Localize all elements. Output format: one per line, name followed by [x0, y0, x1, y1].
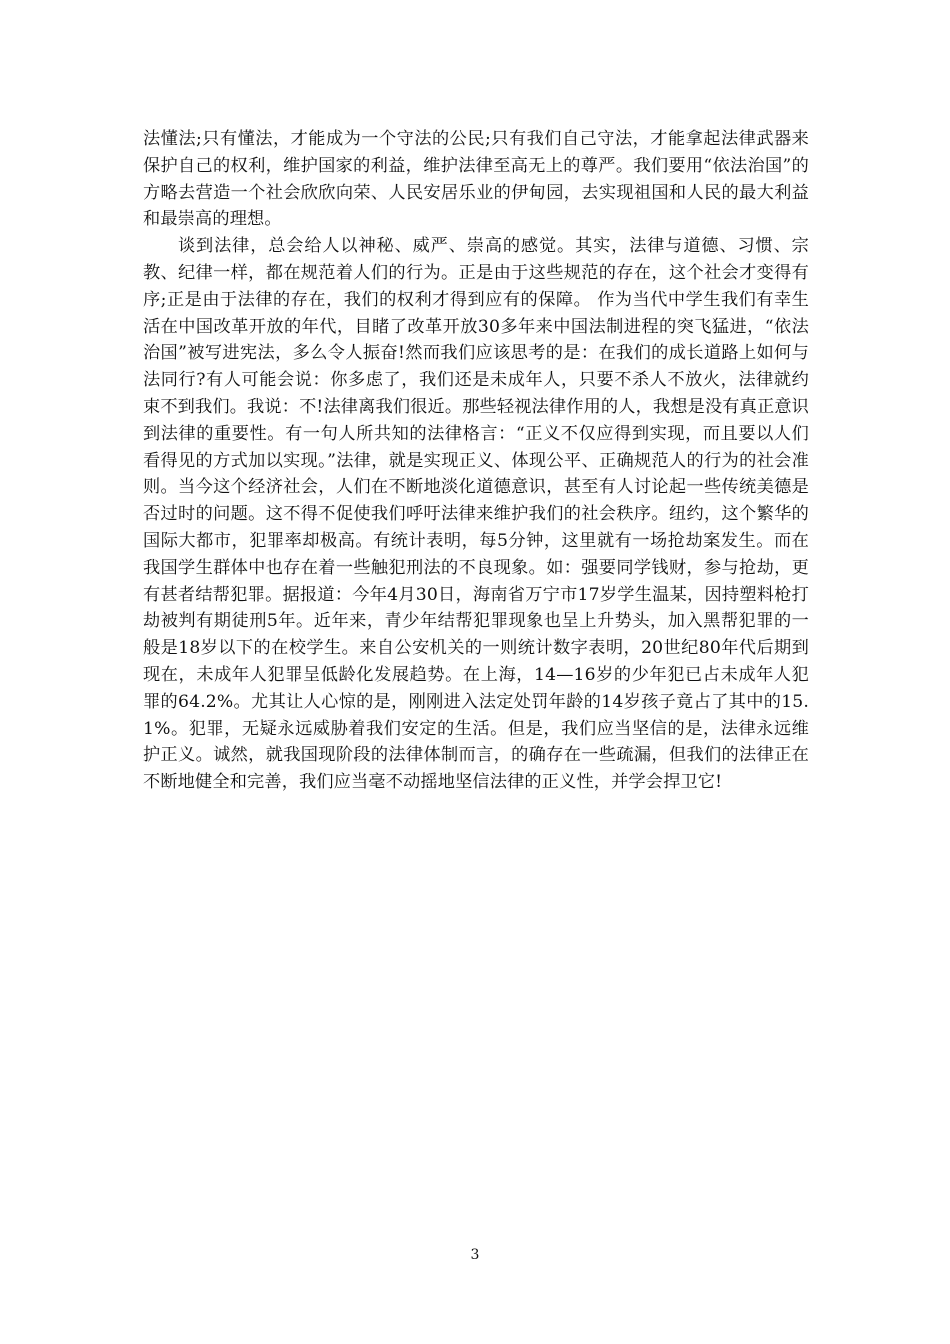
page-number: 3 [470, 1247, 480, 1263]
document-body [143, 126, 809, 796]
paragraph-1: 法懂法;只有懂法，才能成为一个守法的公民;只有我们自己守法，才能拿起法律武器来保护自己的权利，维护国家的利益，维护法律至高无上的尊严。我们要用“依法治国”的方略去营造一个社会欣欣向荣、人民安居乐业的伊甸园，去实现祖国和人民的最大利益和最崇高的理想。 [143, 129, 809, 230]
paragraph-2: 谈到法律，总会给人以神秘、威严、崇高的感觉。其实，法律与道德、习惯、宗教、纪律一样，都在规范着人们的行为。正是由于这些规范的存在，这个社会才变得有序;正是由于法律的存在，我们的权利才得到应有的保障。 作为当代中学生我们有幸生活在中国改革开放的年代，目睹了改革开放30多年来中国法制进程的突飞猛进，“依法治国”被写进宪法，多么令人振奋!然而我们应该思考的是：在我们的成长道路上如何与法同行?有人可能会说：你多虑了，我们还是未成年人，只要不杀人不放火，法律就约束不到我们。我说：不!法律离我们很近。那些轻视法律作用的人，我想是没有真正意识到法律的重要性。有一句人所共知的法律格言：“正义不仅应得到实现，而且要以人们看得见的方式加以实现。”法律，就是实现正义、体现公平、正确规范人的行为的社会准则。当今这个经济社会，人们在不断地淡化道德意识，甚至有人讨论起一些传统美德是否过时的问题。这不得不促使我们呼吁法律来维护我们的社会秩序。纽约，这个繁华的国际大都市，犯罪率却极高。有统计表明，每5分钟，这里就有一场抢劫案发生。而在我国学生群体中也存在着一些触犯刑法的不良现象。如：强要同学钱财，参与抢劫，更有甚者结帮犯罪。据报道：今年4月30日，海南省万宁市17岁学生温某，因持塑料枪打劫被判有期徒刑5年。近年来，青少年结帮犯罪现象也呈上升势头，加入黑帮犯罪的一般是18岁以下的在校学生。来自公安机关的一则统计数字表明，20世纪80年代后期到现在，未成年人犯罪呈低龄化发展趋势。在上海，14—16岁的少年犯已占未成年人犯罪的64.2%。尤其让人心惊的是，刚刚进入法定处罚年龄的14岁孩子竟占了其中的15.1%。犯罪，无疑永远威胁着我们安定的生活。但是，我们应当坚信的是，法律永远维护正义。诚然，就我国现阶段的法律体制而言，的确存在一些疏漏，但我们的法律正在不断地健全和完善，我们应当毫不动摇地坚信法律的正义性，并学会捍卫它! [143, 236, 809, 793]
